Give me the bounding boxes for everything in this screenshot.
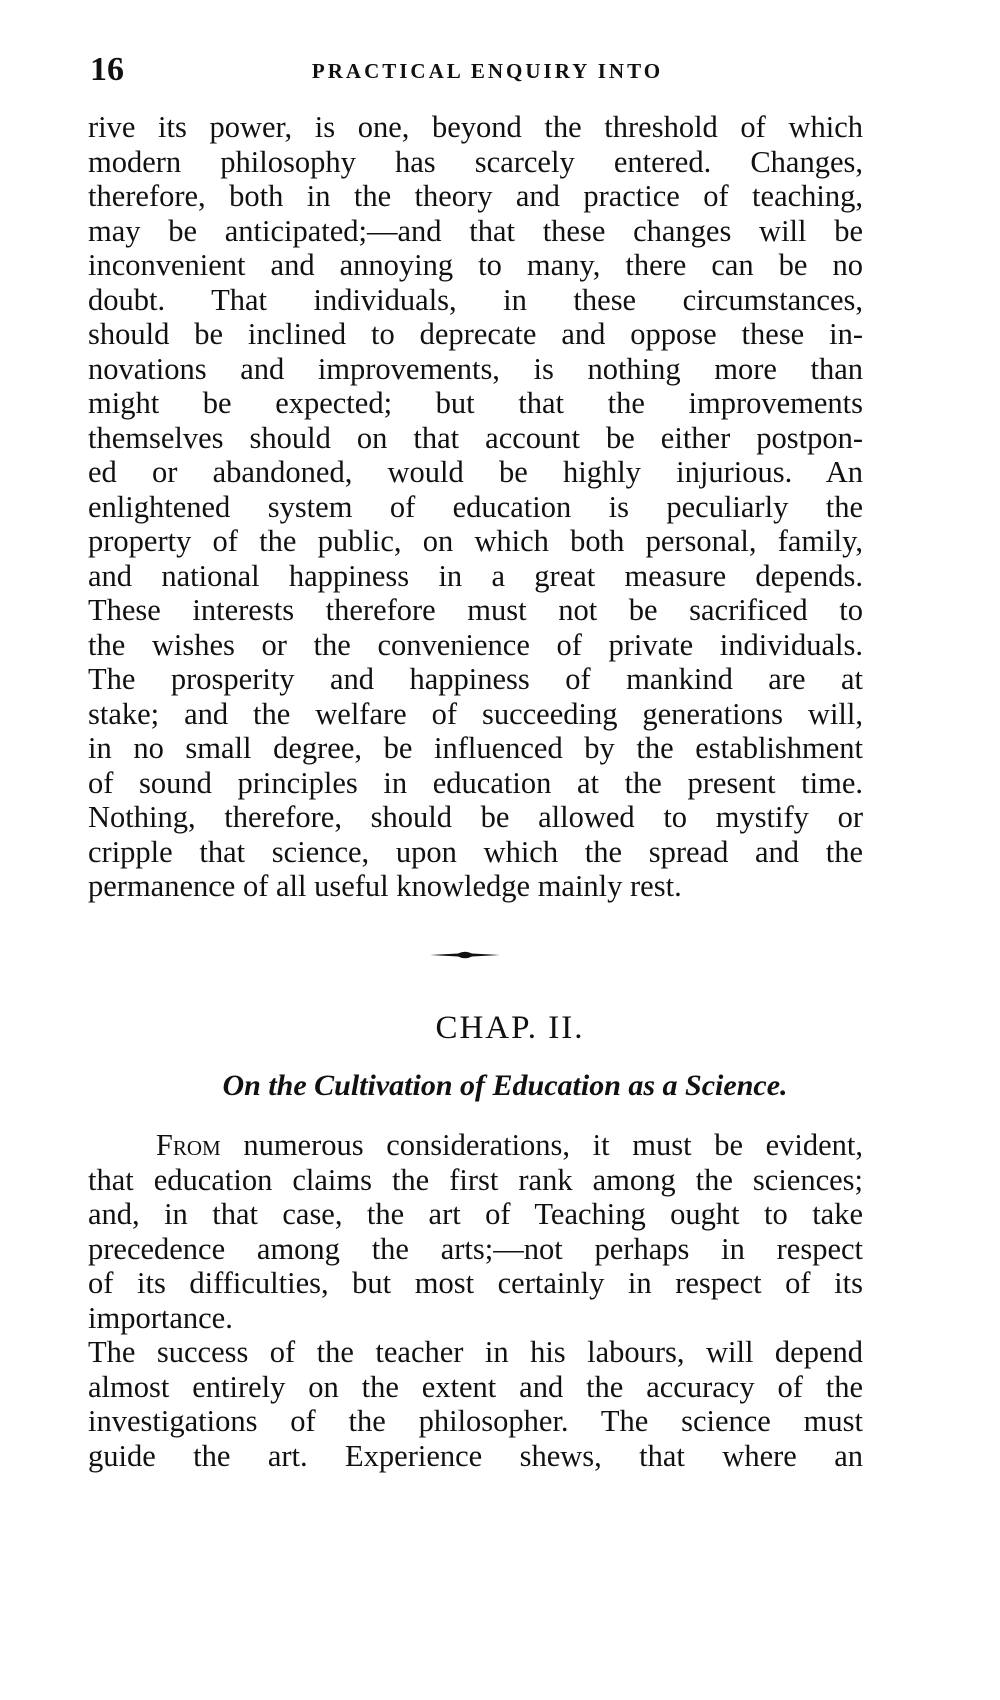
text-line: These interests therefore must not be sacrificed to [88, 593, 863, 627]
text-line: modern philosophy has scarcely entered. Changes, [88, 144, 863, 179]
text-line: guide the art. Experience shews, that where an [88, 1438, 863, 1473]
text-line [88, 1128, 863, 1163]
chapter-subtitle: On the Cultivation of Education as a Science. [222, 1069, 788, 1102]
text-line: themselves should on that account be either postpon- [88, 420, 863, 455]
text-line: and, in that case, the art of Teaching ought to take [88, 1197, 863, 1231]
text-line: doubt. That individuals, in these circumstances, [88, 282, 863, 317]
text-line: ed or abandoned, would be highly injurious. An [88, 455, 863, 489]
text-line: enlightened system of education is peculiarly the [88, 489, 863, 524]
text-line: of its difficulties, but most certainly in respect of its [88, 1266, 863, 1300]
text-line: The prosperity and happiness of mankind are at [88, 662, 863, 696]
text-line: that education claims the first rank among the sciences; [88, 1162, 863, 1197]
text-line: in no small degree, be influenced by the establishment [88, 731, 863, 765]
text-line: novations and improvements, is nothing more than [88, 351, 863, 386]
paragraph [88, 1335, 863, 1473]
chapter-heading: CHAP. II. [435, 1010, 585, 1046]
text-line: and national happiness in a great measure depends. [88, 558, 863, 593]
paragraph [88, 1128, 863, 1335]
text-run: numerous considerations, it must be evident, [220, 1128, 864, 1162]
text-line: therefore, both in the theory and practice of teaching, [88, 179, 863, 213]
text-line: permanence of all useful knowledge mainly rest. [88, 869, 682, 903]
text-line: rive its power, is one, beyond the threshold of which [88, 110, 863, 144]
page-number: 16 [90, 51, 124, 88]
text-line: The success of the teacher in his labours, will depend [88, 1335, 863, 1369]
text-line: Nothing, therefore, should be allowed to mystify or [88, 800, 863, 834]
text-line: investigations of the philosopher. The science must [88, 1404, 863, 1438]
section-divider-ornament [430, 948, 500, 962]
drop-word: From [155, 1128, 221, 1162]
text-line: might be expected; but that the improvements [88, 386, 863, 420]
text-line: of sound principles in education at the present time. [88, 765, 863, 800]
text-line: cripple that science, upon which the spread and the [88, 834, 863, 869]
text-line: property of the public, on which both personal, family, [88, 524, 863, 558]
paragraph-continuation [88, 110, 863, 904]
text-line: importance. [88, 1300, 233, 1335]
text-line: inconvenient and annoying to many, there can be no [88, 248, 863, 282]
text-line: stake; and the welfare of succeeding generations will, [88, 696, 863, 731]
running-head [90, 50, 865, 90]
text-line: the wishes or the convenience of private individuals. [88, 627, 863, 662]
text-line: may be anticipated;—and that these changes will be [88, 213, 863, 248]
running-title: PRACTICAL ENQUIRY INTO [311, 59, 664, 83]
text-line: should be inclined to deprecate and oppose these in- [88, 317, 863, 351]
text-line: almost entirely on the extent and the accuracy of the [88, 1369, 863, 1404]
text-line: precedence among the arts;—not perhaps in respect [88, 1231, 863, 1266]
